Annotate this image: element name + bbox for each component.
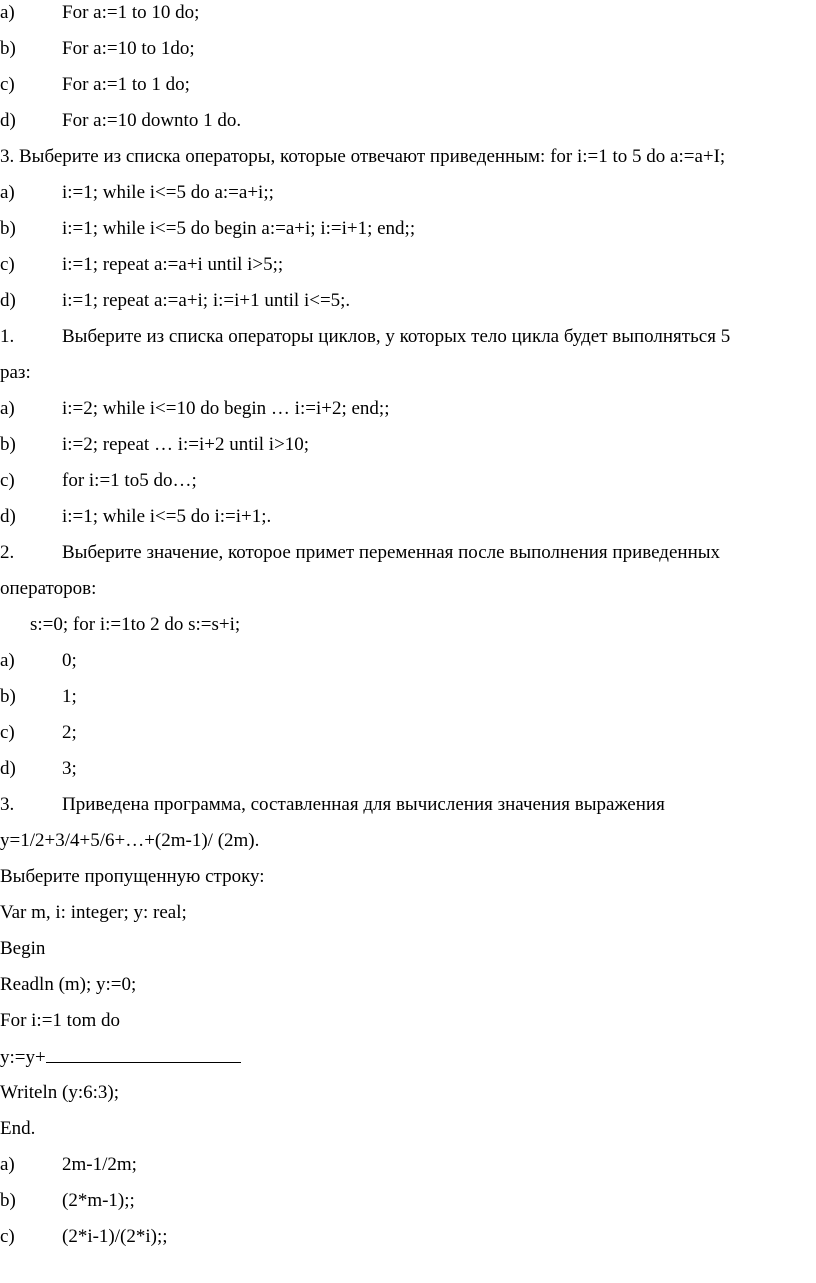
option-label: c) [0,722,15,743]
option-label: b) [0,38,16,59]
option-text: For a:=1 to 1 do; [62,74,190,95]
option-label: c) [0,74,15,95]
option-label: c) [0,1226,15,1247]
question-text: Выберите из списка операторы циклов, у которых тело цикла будет выполняться 5 [62,326,731,347]
option-text: 0; [62,650,77,671]
code-fragment: y:=y+ [0,1047,46,1068]
option-label: a) [0,2,15,23]
option-text: i:=1; repeat a:=a+i until i>5;; [62,254,284,275]
option-text: For a:=10 downto 1 do. [62,110,242,131]
option-label: a) [0,650,15,671]
option-text: For a:=1 to 10 do; [62,2,200,23]
option-label: d) [0,290,16,311]
option-label: b) [0,434,16,455]
option-text: (2*i-1)/(2*i);; [62,1226,168,1247]
option-text: for i:=1 to5 do…; [62,470,197,491]
option-label: b) [0,1190,16,1211]
option-text: i:=1; while i<=5 do begin a:=a+i; i:=i+1; end;; [62,218,416,239]
option-text: i:=2; repeat … i:=i+2 until i>10; [62,434,310,455]
question-text: Приведена программа, составленная для вычисления значения выражения [62,794,665,815]
option-label: c) [0,470,15,491]
option-text: 2m-1/2m; [62,1154,137,1175]
option-label: d) [0,110,16,131]
option-label: d) [0,506,16,527]
question-number: 3. [0,794,15,815]
option-text: i:=1; while i<=5 do a:=a+i;; [62,182,274,203]
question-number: 1. [0,326,15,347]
option-label: b) [0,686,16,707]
option-text: 3; [62,758,77,779]
option-label: d) [0,758,16,779]
option-label: a) [0,398,15,419]
option-label: b) [0,218,16,239]
option-label: c) [0,254,15,275]
question-number: 2. [0,542,15,563]
fill-in-blank [46,1046,241,1063]
option-text: i:=1; repeat a:=a+i; i:=i+1 until i<=5;. [62,290,351,311]
question-text: Выберите значение, которое примет переменная после выполнения приведенных [62,542,721,563]
option-text: For a:=10 to 1do; [62,38,195,59]
option-text: i:=1; while i<=5 do i:=i+1;. [62,506,272,527]
option-text: i:=2; while i<=10 do begin … i:=i+2; end;; [62,398,390,419]
option-text: (2*m-1);; [62,1190,135,1211]
option-label: a) [0,182,15,203]
option-label: a) [0,1154,15,1175]
option-text: 1; [62,686,77,707]
option-text: 2; [62,722,77,743]
